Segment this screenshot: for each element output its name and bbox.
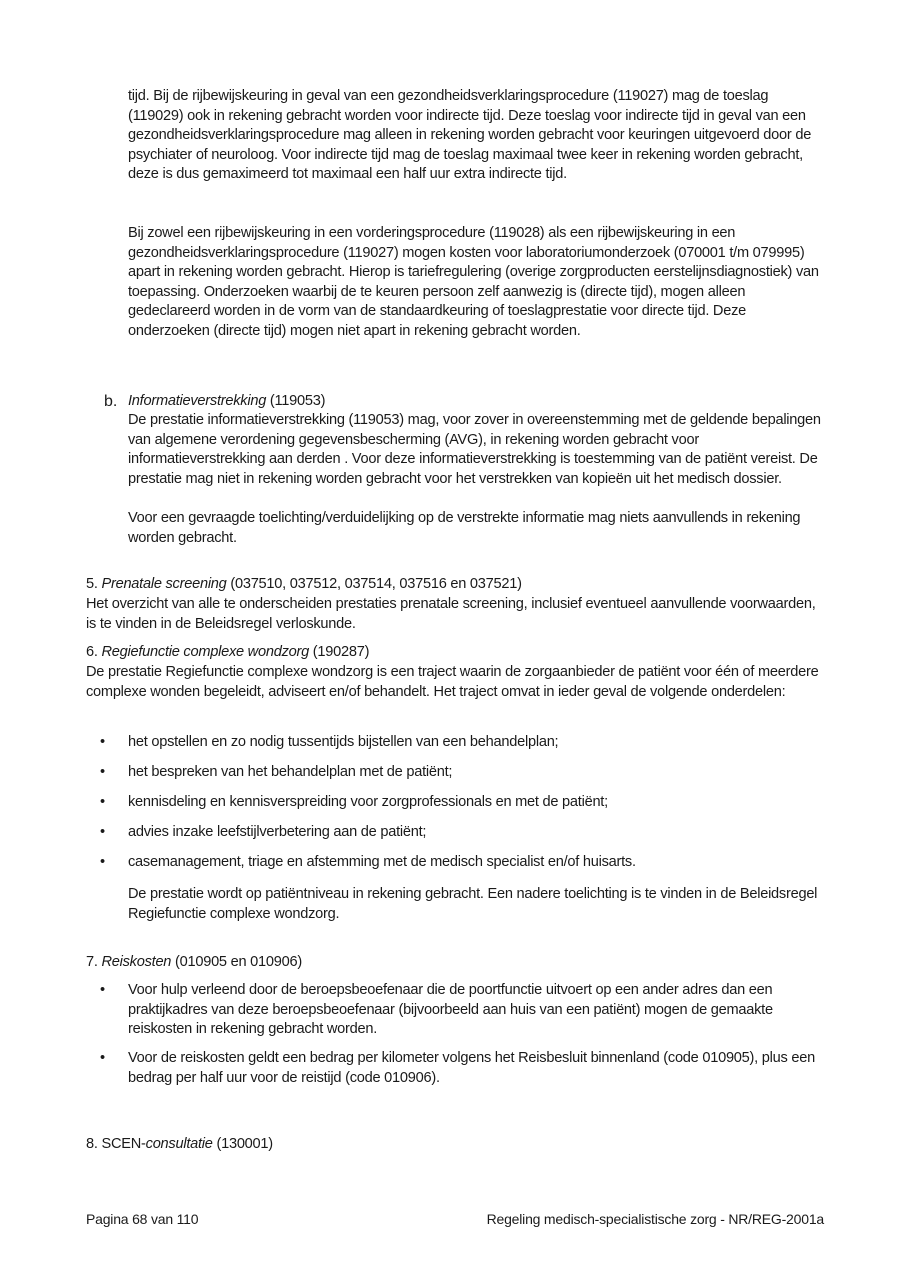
section-7-heading: 7. Reiskosten (010905 en 010906) bbox=[86, 954, 302, 970]
section-6-title: Regiefunctie complexe wondzorg bbox=[101, 644, 309, 660]
section-b-heading bbox=[128, 392, 823, 412]
section-7-code: (010905 en 010906) bbox=[171, 954, 302, 970]
section-b-text-2: Voor een gevraagde toelichting/verduidelijking op de verstrekte informatie mag niets aanvullends in rekening worden gebracht. bbox=[128, 510, 801, 546]
section-7-title: Reiskosten bbox=[101, 954, 172, 970]
bullet-icon: • bbox=[100, 824, 105, 840]
bullet-icon: • bbox=[100, 734, 105, 750]
section-6-text: De prestatie Regiefunctie complexe wondzorg is een traject waarin de zorgaanbieder de patiënt voor één of meerdere complexe wonden begeleidt, adviseert en/of behandelt. Het traject omvat in ieder geval de volgende onderdelen: bbox=[86, 664, 819, 700]
list-marker-b: b. bbox=[104, 393, 118, 410]
paragraph-laboratory-costs: Bij zowel een rijbewijskeuring in een vorderingsprocedure (119028) als een rijbewijskeuring in een gezondheidsverklaringsprocedure (119027) mogen kosten voor laboratoriumonderzoek (070001 t/m 079995) apart in rekening worden gebracht. Hierop is tariefregulering (overige zorgproducten eerstelijnsdiagnostiek) van toepassing. Onderzoeken waarbij de te keuren persoon zelf aanwezig is (directe tijd), mogen alleen gedeclareerd worden in de vorm van de standaardkeuring of toeslagprestatie voor directe tijd. Deze onderzoeken (directe tijd) mogen niet apart in rekening gebracht worden. bbox=[128, 225, 819, 339]
section-5-text: Het overzicht van alle te onderscheiden prestaties prenatale screening, inclusief eventueel aanvullende voorwaarden, is te vinden in de Beleidsregel verloskunde. bbox=[86, 596, 816, 632]
section-8-heading: 8. SCEN-consultatie (130001) bbox=[86, 1136, 273, 1152]
section-5-heading: 5. Prenatale screening (037510, 037512, 037514, 037516 en 037521) bbox=[86, 576, 522, 592]
section-6-code: (190287) bbox=[308, 644, 370, 660]
section-5-title: Prenatale screening bbox=[101, 576, 227, 592]
section-8-title: consultatie bbox=[145, 1136, 213, 1152]
bullet-icon: • bbox=[100, 854, 105, 870]
section-b-title: Informatieverstrekking bbox=[128, 393, 267, 409]
section-6-note: De prestatie wordt op patiëntniveau in rekening gebracht. Een nadere toelichting is te vinden in de Beleidsregel Regiefunctie complexe wondzorg. bbox=[128, 886, 818, 922]
document-title: Regeling medisch-specialistische zorg - NR/REG-2001a bbox=[486, 1211, 824, 1227]
section-6-heading: 6. Regiefunctie complexe wondzorg (190287) bbox=[86, 644, 370, 660]
section-b-text: De prestatie informatieverstrekking (119053) mag, voor zover in overeenstemming met de geldende bepalingen van algemene verordening gegevensbescherming (AVG), in rekening worden gebracht voor informatieverstrekking aan derden . Voor deze informatieverstrekking is toestemming van de patiënt vereist. De prestatie mag niet in rekening worden gebracht voor het verstrekken van kopieën uit het medisch dossier. bbox=[128, 412, 821, 487]
paragraph-indirect-time: tijd. Bij de rijbewijskeuring in geval van een gezondheidsverklaringsprocedure (119027) mag de toeslag (119029) ook in rekening gebracht worden voor indirecte tijd. Deze toeslag voor indirecte tijd in geval van een gezondheidsverklaringsprocedure mag alleen in rekening worden gebracht voor keuringen uitgevoerd door de psychiater of neuroloog. Voor indirecte tijd mag de toeslag maximaal twee keer in rekening worden gebracht, deze is dus gemaximeerd tot maximaal een half uur extra indirecte tijd. bbox=[128, 88, 812, 183]
bullet-icon: • bbox=[100, 982, 105, 998]
section-5-code: (037510, 037512, 037514, 037516 en 037521) bbox=[226, 576, 522, 592]
section-8-code: (130001) bbox=[212, 1136, 273, 1152]
bullet-icon: • bbox=[100, 764, 105, 780]
page-number: Pagina 68 van 110 bbox=[86, 1211, 199, 1227]
section-b-code: (119053) bbox=[266, 393, 326, 409]
bullet-icon: • bbox=[100, 1050, 105, 1066]
bullet-icon: • bbox=[100, 794, 105, 810]
